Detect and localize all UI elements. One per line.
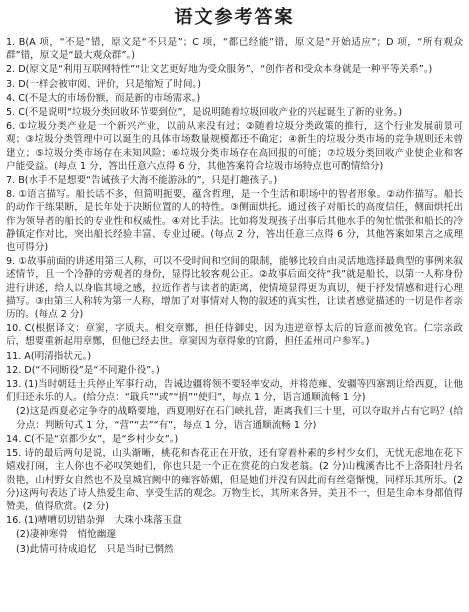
page-title: 语文参考答案 [174,7,295,28]
answer-16-3: (3)此情可待成追忆 只是当时已惘然 [16,543,174,555]
answer-13-1: 13. (1)当时朝廷士兵停止军事行动，告诫边疆将领不要轻率安动，并将范雍、安疆等四寨割让给西夏，让他们归还永乐的人。(给分点：“戢兵”“或”“捐”“使归”，每点 1 分，语言通顺流畅 1 分) [6,379,463,404]
answer-16-1: 16. (1)嘈嘈切切错杂弹 大珠小珠落玉盘 [6,515,182,527]
answer-11: 11. A(明清指状元。) [6,350,92,362]
answer-5: 5. C(不是说明“垃圾分类回收环节要到位”，是说明随着垃圾回收产业的兴起诞生了新的业务。) [6,107,403,119]
answer-2: 2. D(原文是“利用互联网特性”“让文艺更好地为受众服务”，“创作者和受众本身就是一种平等关系”。) [6,64,433,76]
answer-14: 14. C(不是“京都少女”，是“乡村少女”。) [6,433,179,445]
answer-10: 10. C(根据译文：章窦，字质夫。相交章酂，担任侍御史，因为违逆章惇太后的旨意而被免官。仁宗亲政后，想要重新起用章酂，但他已经去世。章窦因为章得象的官爵，担任孟州司户参军。) [6,323,463,348]
answer-12: 12. D(“不同断役”是“不同避仆役”。) [6,364,160,376]
answer-15: 15. 诗的最后两句是说，山头渐晰，桃花和杏花正在开放，还有穿着朴素的乡村少女们，无忧无虑地在花下嬉戏打闹，主人你也不必叹笑她们，你也只是一个正在赏花的白发老翁。(2 分)山槐溪杏比不上洛阳牡丹名贵艳，山村野女自然也不及皇城宫阙中的雍容娇媚，但是她们并没有因此而有丝毫惭愧，同样乐其所乐。(2 分)这两句表达了诗人热爱生命、享受生活的观念。万物生长，其所来各异，美丑不一，但是生命本身都值得赞美，值得欣赏。(2 分) [6,448,463,512]
answer-16-2: (2)凄神寒骨 悄怆幽邃 [16,529,116,541]
answer-8: 8. ①语言描写。船长话不多，但简明扼要，蕴含哲理，是一个生活和职场中的智者形象。②动作描写。船长的动作干练果断，是长年处于决断位置的人的特性。③侧面烘托。通过孩子对船长的高度信任，侧面烘托出作为领导者的船长的专业性和权威性。④对比手法。比如将发现孩子出事后其他水手的匆忙慌张和船长的冷静镇定作对比，突出船长经验丰富、专业过硬。(每点 2 分，答出任意三点得 6 分，其他答案如果言之成理也可得分) [6,189,463,254]
answer-3: 3. D(一样会被审阅、评价，只是缩短了时间。) [6,78,201,90]
answer-1: 1. B(A 项，“不是”错，原文是“不只是”；C 项，“都已经能”错，原文是“开始适应”；D 项，“所有观众群”错，原文是“最大观众群”。) [6,37,463,62]
answer-6: 6. ①垃圾分类产业是一个新兴产业，以前从来没有过；②随着垃圾分类政策的推行，这个行业发展前景可观；③垃圾分类管理中可以诞生的具体市场数量规模都还不确定；④新生的垃圾分类市场的竞争规则还未曾建立；⑤垃圾分类市场存在未知风险；⑥垃圾分类市场存在高回报的可能；⑦垃圾分类回收产业使企业和客户能受益。(每点 1 分，答出任意六点得 6 分，其他答案符合垃圾市场特点也可酌情给分) [6,121,463,172]
answer-13-2: (2)这是西夏必定争夺的战略要地，西夏刚好在石门峡扎营，距离我们三十里，可以夺取并占有它吗？(给分点：判断句式 1 分，“营”“去”“有”，每点 1 分，语言通顺流畅 1 分) [16,406,463,431]
answer-4: 4. C(不是大的市场份额，而是新的市场需求。) [6,92,201,104]
answer-7: 7. B(水手不是想要“告诫孩子大海不能游泳的”，只是打趣孩子。) [6,175,278,187]
answer-list [6,36,463,556]
answer-9: 9. ①故事前面的讲述用第三人称，可以不受时间和空间的限制，能够比较自由灵活地选择最典型的事例来叙述情节，且一个冷静的旁观者的身份，显得比较客观公正。②故事后面交待“我”就是船长，以第一人称身份进行讲述，给人以身临其境之感，拉近作者与读者的距离，使情境显得更为真切，便于抒发情感和进行心理描写。③由第三人称转为第一人称，增加了对事情对人物的叙述的真实性，让读者感觉描述的一切是作者亲历的。(每点 2 分) [6,256,463,321]
